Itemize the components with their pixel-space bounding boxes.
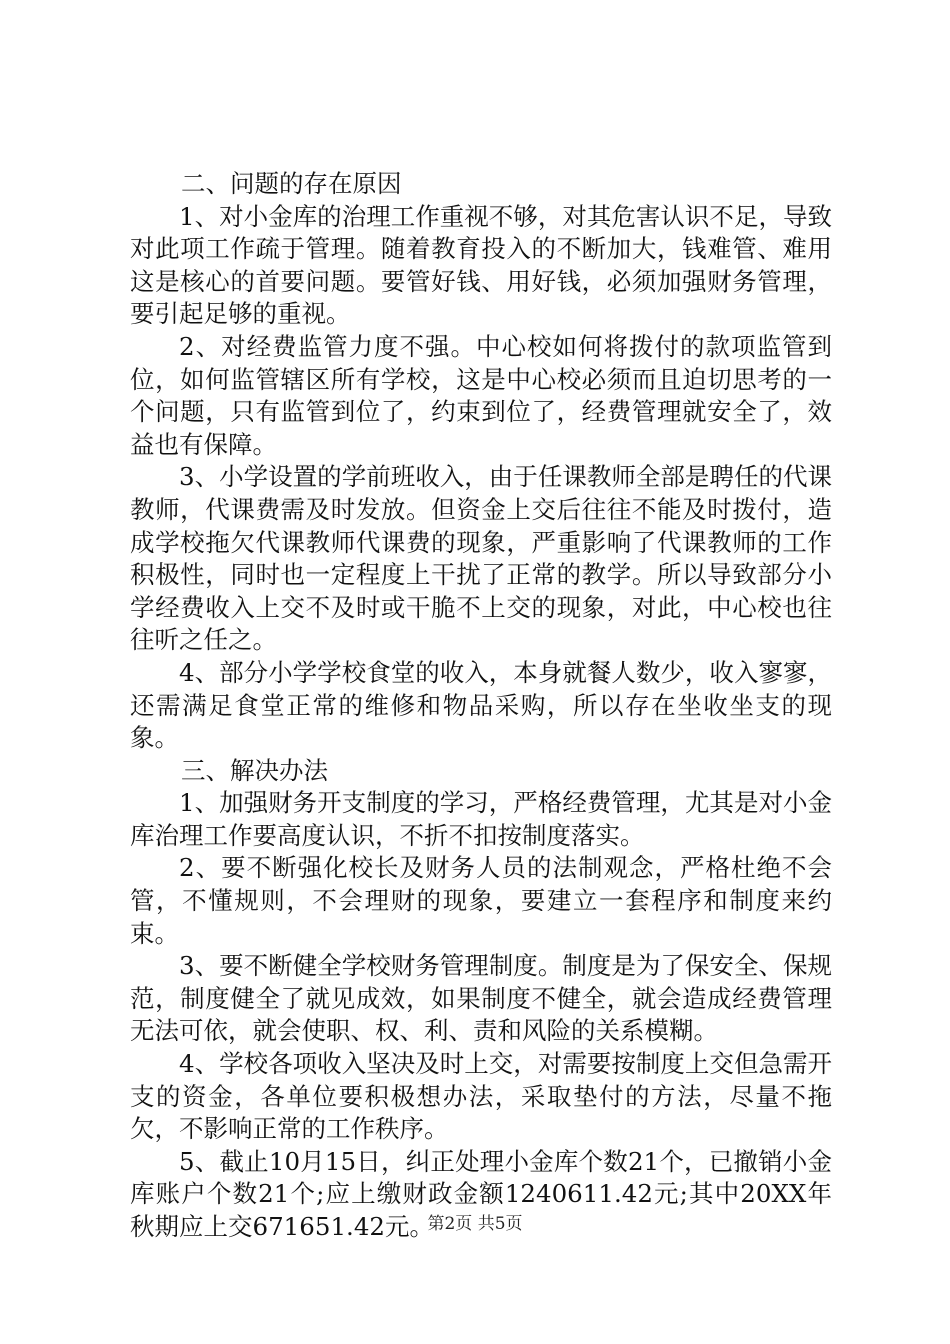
document-body <box>130 168 832 1244</box>
section-heading-solutions: 三、解决办法 <box>181 755 328 785</box>
paragraph-solution-3: 3、要不断健全学校财务管理制度。制度是为了保安全、保规范，制度健全了就见成效，如果制度不健全，就会造成经费管理无法可依，就会使职、权、利、责和风险的关系模糊。 <box>130 951 832 1046</box>
paragraph-cause-1: 1、对小金库的治理工作重视不够，对其危害认识不足，导致对此项工作疏于管理。随着教育投入的不断加大，钱难管、难用这是核心的首要问题。要管好钱、用好钱，必须加强财务管理，要引起足够的重视。 <box>130 201 832 329</box>
page-number-footer: 第2页 共5页 <box>427 1214 523 1234</box>
paragraph-cause-4: 4、部分小学学校食堂的收入，本身就餐人数少，收入寥寥，还需满足食堂正常的维修和物品采购，所以存在坐收坐支的现象。 <box>130 657 832 753</box>
paragraph-cause-2: 2、对经费监管力度不强。中心校如何将拨付的款项监管到位，如何监管辖区所有学校，这是中心校必须而且迫切思考的一个问题，只有监管到位了，约束到位了，经费管理就安全了，效益也有保障。 <box>130 331 832 459</box>
paragraph-solution-2: 2、要不断强化校长及财务人员的法制观念，严格杜绝不会管，不懂规则，不会理财的现象，要建立一套程序和制度来约束。 <box>130 853 832 948</box>
section-heading-causes: 二、问题的存在原因 <box>181 169 402 198</box>
paragraph-solution-4: 4、学校各项收入坚决及时上交，对需要按制度上交但急需开支的资金，各单位要积极想办法，采取垫付的方法，尽量不拖欠，不影响正常的工作秩序。 <box>130 1049 832 1144</box>
paragraph-cause-3: 3、小学设置的学前班收入，由于任课教师全部是聘任的代课教师，代课费需及时发放。但资金上交后往往不能及时拨付，造成学校拖欠代课教师代课费的现象，严重影响了代课教师的工作积极性，同时也一定程度上干扰了正常的教学。所以导致部分小学经费收入上交不及时或干脆不上交的现象，对此，中心校也往往听之任之。 <box>130 462 832 655</box>
paragraph-solution-5: 5、截止10月15日，纠正处理小金库个数21个，已撤销小金库账户个数21个;应上缴财政金额1240611.42元;其中20XX年秋期应上交671651.42元。 <box>130 1146 832 1241</box>
paragraph-solution-1: 1、加强财务开支制度的学习，严格经费管理，尤其是对小金库治理工作要高度认识，不折不扣按制度落实。 <box>130 788 832 850</box>
